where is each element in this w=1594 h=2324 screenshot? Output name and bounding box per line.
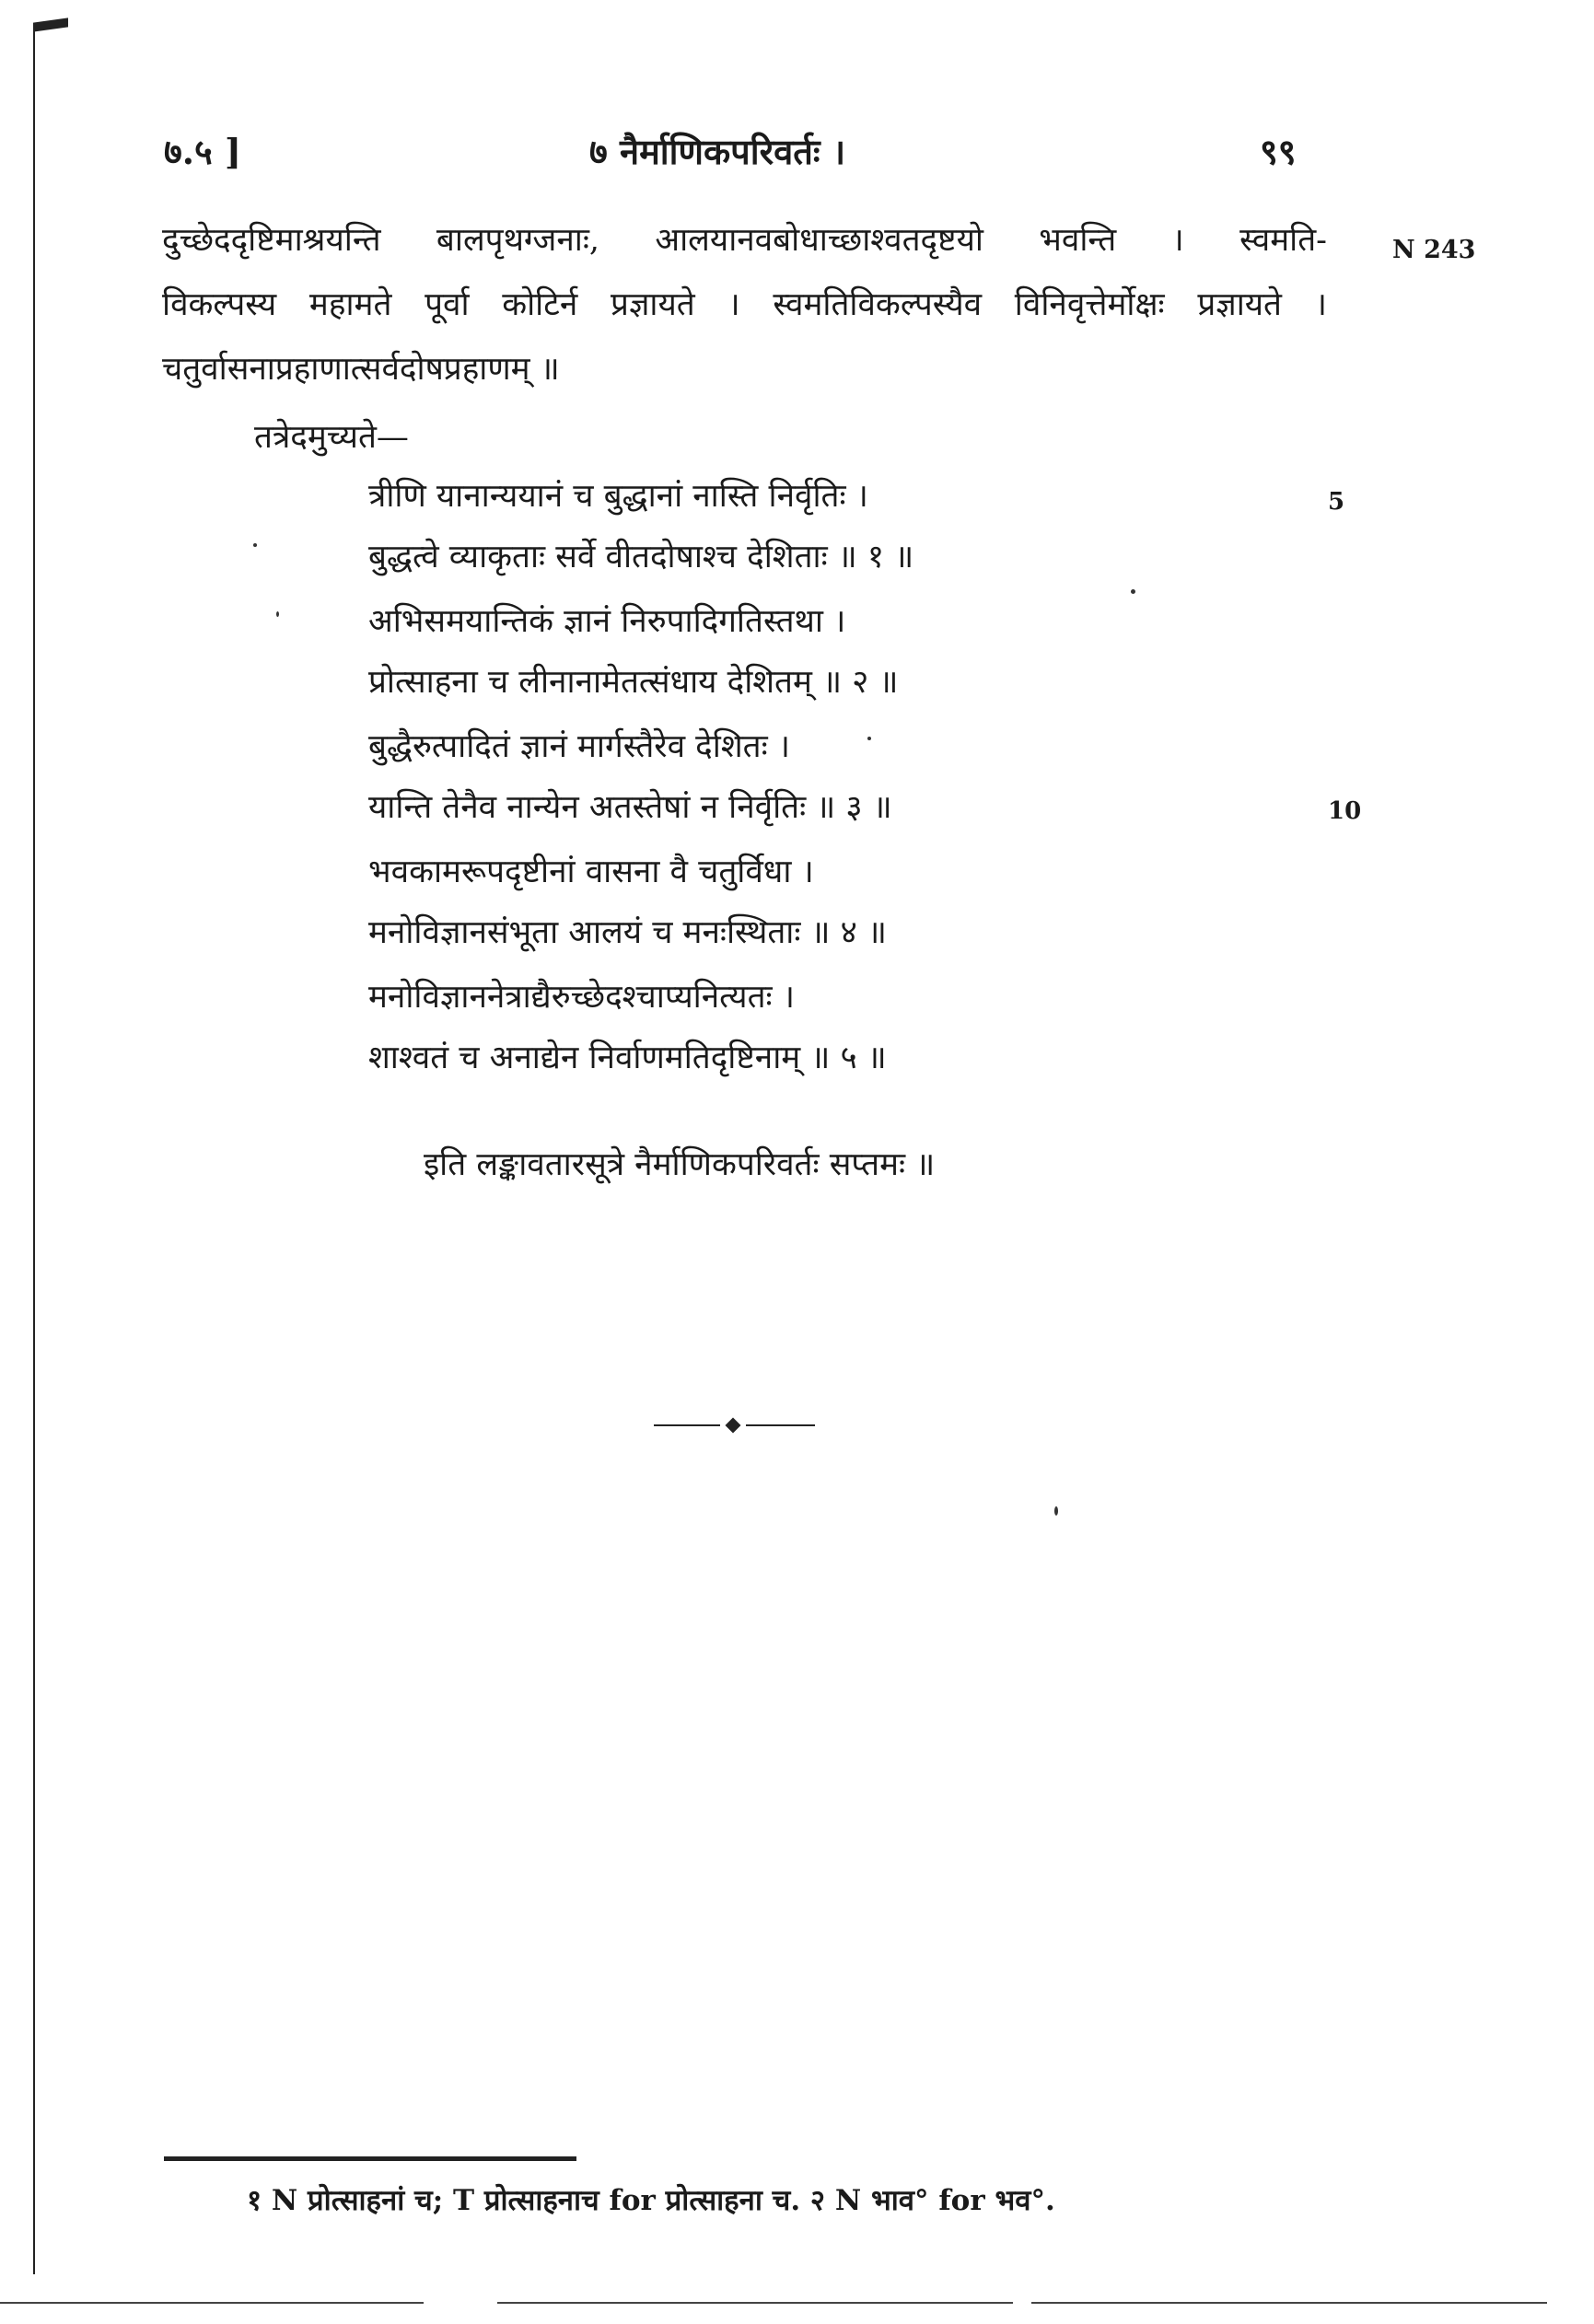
verse-intro: तत्रेदमुच्यते— bbox=[254, 419, 409, 456]
line-number-5: 5 bbox=[1328, 488, 1345, 516]
line-number-10: 10 bbox=[1328, 797, 1362, 825]
section-ornament bbox=[654, 1416, 815, 1435]
scan-edge-line bbox=[0, 2302, 424, 2304]
verse-line-6: यान्ति तेनैव नान्येन अतस्तेषां न निर्वृतिः ॥ ३ ॥ bbox=[368, 789, 892, 826]
scan-speck bbox=[867, 737, 871, 740]
ornament-rule-right bbox=[746, 1424, 815, 1426]
verse-line-3: अभिसमयान्तिकं ज्ञानं निरुपादिगतिस्तथा । bbox=[368, 603, 846, 640]
verse-line-7: भवकामरूपदृष्टीनां वासना वै चतुर्विधा । bbox=[368, 854, 814, 890]
ornament-rule-left bbox=[654, 1424, 720, 1426]
prose-line-3: चतुर्वासनाप्रहाणात्सर्वदोषप्रहाणम् ॥ bbox=[162, 351, 560, 388]
scan-speck bbox=[1131, 589, 1135, 594]
scan-speck bbox=[253, 543, 257, 547]
scan-edge-line bbox=[497, 2302, 1013, 2304]
scan-edge-line bbox=[1031, 2302, 1547, 2304]
scan-speck bbox=[276, 611, 279, 617]
corner-mark bbox=[33, 17, 68, 31]
verse-line-9: मनोविज्ञाननेत्राद्यैरुच्छेदश्चाप्यनित्यतः । bbox=[368, 979, 796, 1016]
verse-line-1: त्रीणि यानान्ययानं च बुद्धानां नास्ति निर्वृतिः । bbox=[368, 478, 868, 515]
section-number: ७.५ ] bbox=[164, 131, 241, 172]
binding-edge bbox=[33, 28, 35, 2274]
prose-line-1: दुच्छेददृष्टिमाश्रयन्ति बालपृथग्जनाः, आलयानवबोधाच्छाश्वतदृष्टयो भवन्ति । स्वमति- bbox=[162, 222, 1327, 259]
verse-line-8: मनोविज्ञानसंभूता आलयं च मनःस्थिताः ॥ ४ ॥ bbox=[368, 914, 887, 951]
verse-line-2: बुद्धत्वे व्याकृताः सर्वे वीतदोषाश्च देशिताः ॥ १ ॥ bbox=[368, 539, 914, 575]
scan-speck bbox=[1054, 1506, 1058, 1516]
chapter-title: ७ नैर्माणिकपरिवर्तः । bbox=[589, 131, 846, 172]
ornament-diamond bbox=[726, 1418, 741, 1434]
verse-line-4: प्रोत्साहना च लीनानामेतत्संधाय देशितम् ॥ २ ॥ bbox=[368, 664, 899, 701]
verse-line-5: बुद्धैरुत्पादितं ज्ञानं मार्गस्तैरेव देशितः । bbox=[368, 728, 791, 765]
prose-line-2: विकल्पस्य महामते पूर्वा कोटिर्न प्रज्ञायते । स्वमतिविकल्पस्यैव विनिवृत्तेर्मोक्षः प्रज्ञायते । bbox=[162, 286, 1327, 323]
page-number: ९९ bbox=[1260, 131, 1297, 172]
footnote: १ N प्रोत्साहनां च; T प्रोत्साहनाच for प्रोत्साहना च. २ N भाव° for भव°. bbox=[247, 2184, 1055, 2217]
margin-reference: N 243 bbox=[1392, 236, 1476, 264]
footnote-separator bbox=[164, 2156, 576, 2161]
verse-line-10: शाश्वतं च अनाद्येन निर्वाणमतिदृष्टिनाम् ॥ ५ ॥ bbox=[368, 1040, 887, 1076]
chapter-colophon: इति लङ्कावतारसूत्रे नैर्माणिकपरिवर्तः सप्तमः ॥ bbox=[424, 1146, 936, 1183]
